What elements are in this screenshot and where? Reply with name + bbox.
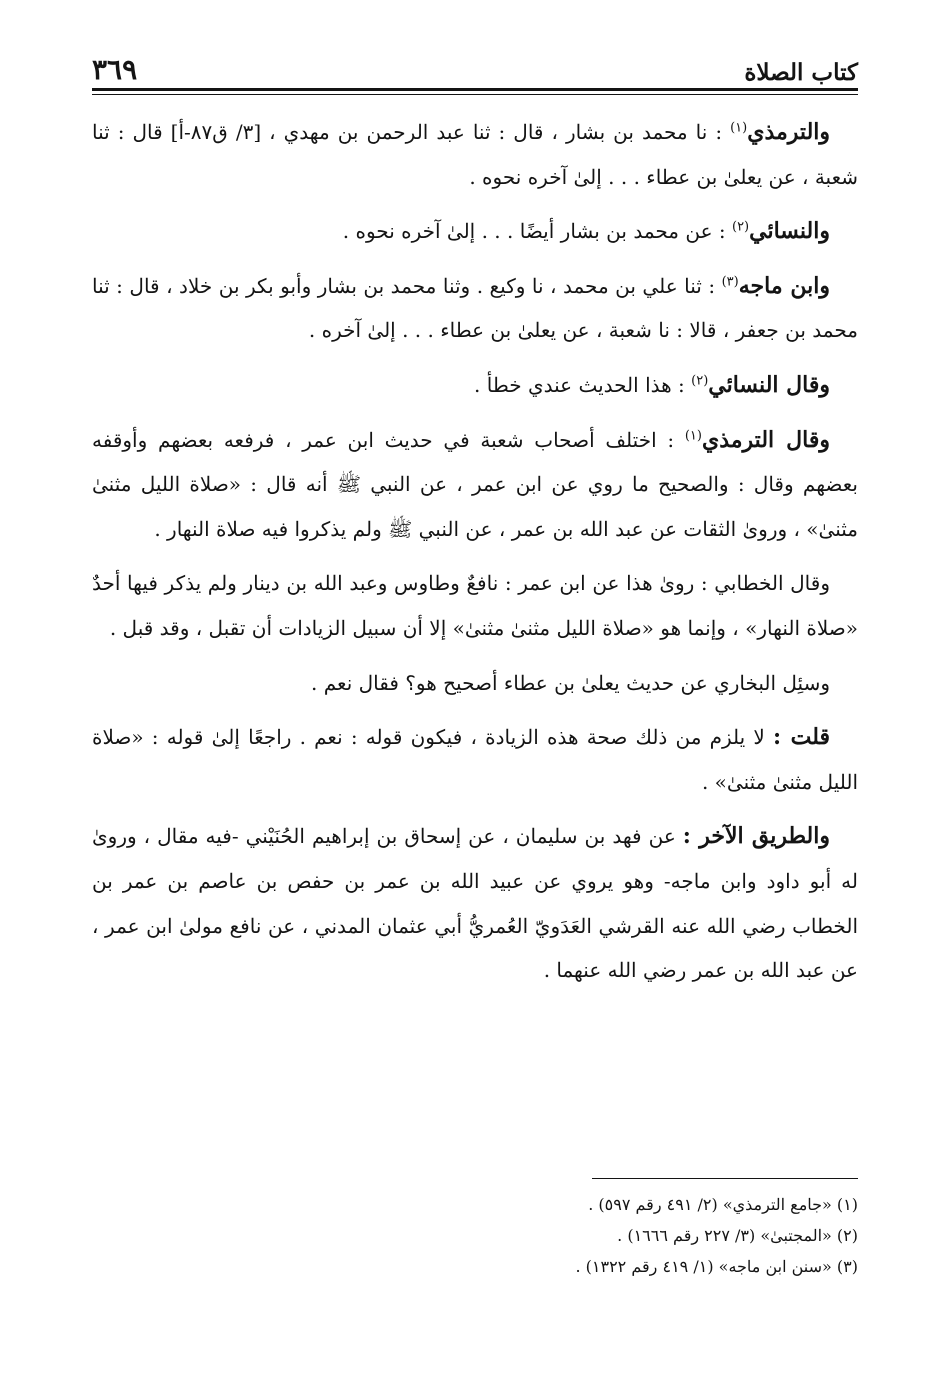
footnote-separator — [592, 1178, 858, 1179]
paragraph-qultu — [92, 715, 858, 804]
paragraph-bukhari — [92, 661, 858, 706]
paragraph-text: عن فهد بن سليمان ، عن إسحاق بن إبراهيم الحُنَيْني -فيه مقال ، وروىٰ له أبو داود وابن ماجه- وهو يروي عن عبيد الله بن عمر بن حفص بن عاصم بن عمر بن الخطاب رضي الله عنه القرشي العَدَويّ العُمريُّ أبي عثمان المدني ، عن نافع مولىٰ ابن عمر ، عن عبد الله بن عمر رضي الله عنهما . — [92, 824, 858, 983]
paragraph-text: : هذا الحديث عندي خطأ . — [474, 372, 685, 397]
footnote-text: «سنن ابن ماجه» (١/ ٤١٩ رقم ١٣٢٢) . — [575, 1257, 832, 1276]
footnote-number: (٢) — [836, 1226, 858, 1245]
paragraph-lead: والطريق الآخر : — [682, 823, 830, 850]
paragraph-text: لا يلزم من ذلك صحة هذه الزيادة ، فيكون قوله : نعم . راجعًا إلىٰ قوله : «صلاة الليل مثنىٰ مثنىٰ» . — [92, 725, 858, 794]
main-text — [92, 110, 858, 1003]
footnote-number: (٣) — [836, 1257, 858, 1276]
footnote-ref: (١) — [730, 120, 748, 136]
paragraph-nasai-comment — [92, 363, 858, 408]
page-number: ٣٦٩ — [92, 53, 138, 86]
paragraph-text: : اختلف أصحاب شعبة في حديث ابن عمر ، فرفعه بعضهم وأوقفه بعضهم وقال : والصحيح ما روي عن ابن عمر ، عن النبي ﷺ أنه قال : «صلاة الليل مثنىٰ مثنىٰ» ، ورویٰ الثقات عن عبد الله بن عمر ، عن النبي ﷺ ولم يذكروا فيه صلاة النهار . — [92, 427, 858, 541]
paragraph-lead: والترمذي — [747, 119, 831, 145]
paragraph-text: : نا محمد بن بشار ، قال : ثنا عبد الرحمن بن مهدي ، [٣/ ق٨٧-أ] قال : ثنا شعبة ، عن يعلىٰ بن عطاء . . . إلىٰ آخره نحوه . — [92, 120, 858, 189]
paragraph-text: وقال الخطابي : رویٰ هذا عن ابن عمر : نافعٌ وطاوس وعبد الله بن دينار ولم يذكر فيها أحدٌ «صلاة النهار» ، وإنما هو «صلاة الليل مثنىٰ مثنىٰ» إلا أن سبيل الزيادات أن تقبل ، وقد قبل . — [92, 571, 858, 640]
header-rule-thick — [92, 88, 858, 91]
footnote-text: «جامع الترمذي» (٢/ ٤٩١ رقم ٥٩٧) . — [588, 1195, 832, 1214]
footnotes — [92, 1189, 858, 1282]
paragraph-lead: وقال النسائي — [708, 371, 830, 398]
footnote-text: «المجتبىٰ» (٣/ ٢٢٧ رقم ١٦٦٦) . — [617, 1226, 832, 1245]
paragraph-other-route — [92, 814, 858, 992]
paragraph-lead: قلت : — [773, 724, 831, 751]
paragraph-text: : عن محمد بن بشار أيضًا . . . إلىٰ آخره نحوه . — [342, 219, 726, 244]
footnote-ref: (٢) — [691, 373, 709, 389]
paragraph-ibn-majah — [92, 264, 858, 353]
paragraph-lead: والنسائي — [749, 218, 830, 245]
paragraph-tirmidhi-comment — [92, 418, 858, 552]
footnote-ref: (٣) — [721, 274, 739, 290]
footnote-item — [92, 1251, 858, 1282]
footnote-item — [92, 1189, 858, 1220]
paragraph-tirmidhi — [92, 110, 858, 199]
footnote-ref: (١) — [684, 427, 702, 443]
footnote-item — [92, 1220, 858, 1251]
paragraph-nasai — [92, 209, 858, 254]
header-rule-thin — [92, 94, 858, 95]
footnote-ref: (٢) — [731, 219, 750, 235]
paragraph-text: : ثنا علي بن محمد ، نا وكيع . وثنا محمد بن بشار وأبو بكر بن خلاد ، قال : ثنا محمد بن جعفر ، قالا : نا شعبة ، عن يعلىٰ بن عطاء . . . إلىٰ آخره . — [92, 273, 858, 343]
paragraph-text: وسئِل البخاري عن حديث يعلىٰ بن عطاء أصحيح هو؟ فقال نعم . — [311, 670, 830, 695]
running-header — [92, 40, 858, 86]
paragraph-lead: وقال الترمذي — [701, 426, 830, 453]
book-title: كتاب الصلاة — [744, 59, 858, 86]
paragraph-khattabi — [92, 561, 858, 650]
footnote-number: (١) — [836, 1195, 858, 1214]
paragraph-lead: وابن ماجه — [738, 272, 830, 299]
